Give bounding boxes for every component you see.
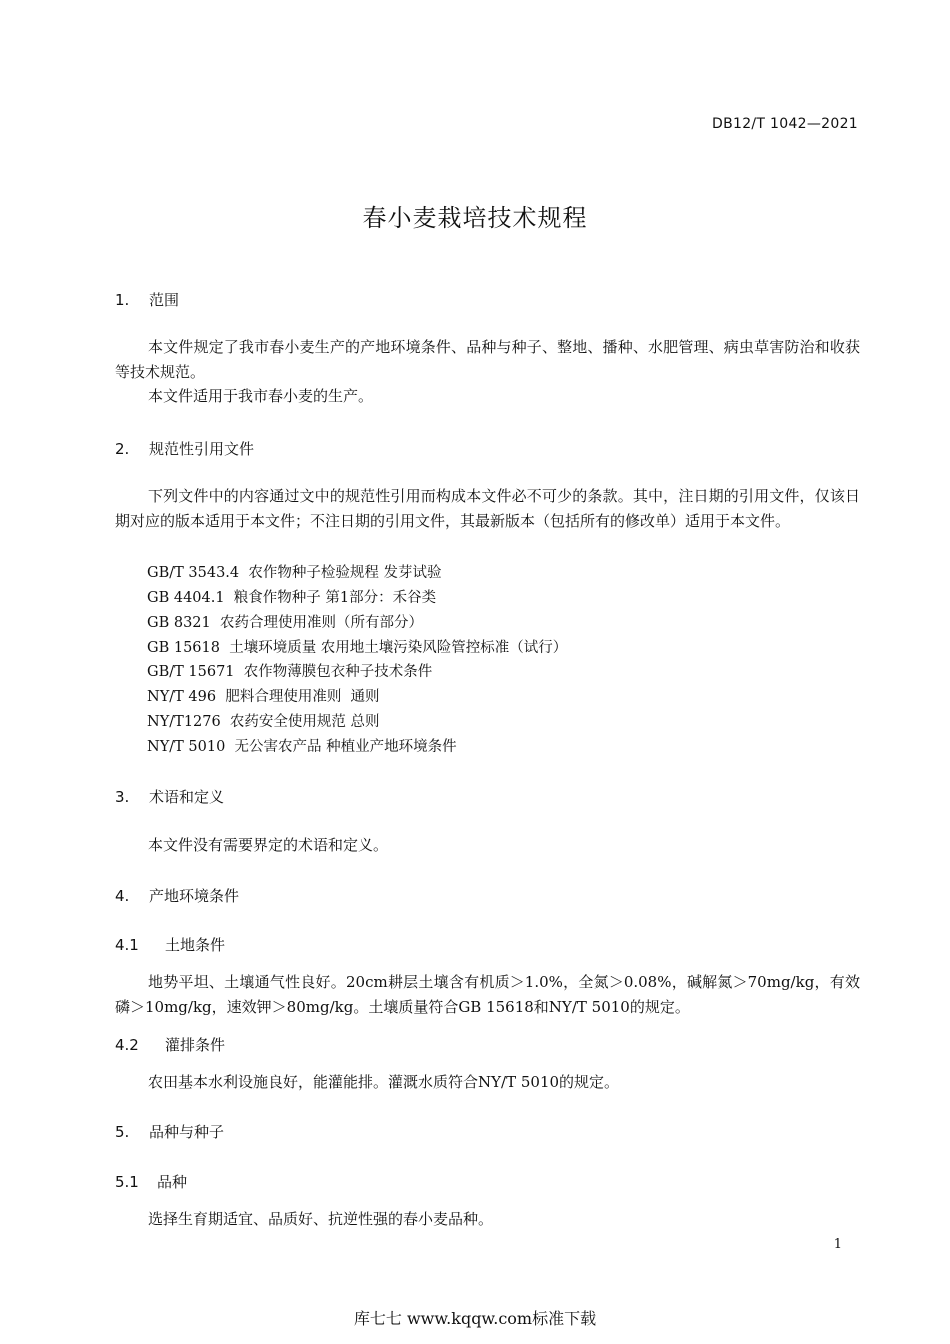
reference-item: NY/T 496 肥料合理使用准则 通则 — [147, 689, 380, 705]
section-title: 土地条件 — [165, 936, 226, 954]
reference-item: GB/T 3543.4 农作物种子检验规程 发芽试验 — [147, 565, 442, 581]
section-number: 5. — [115, 1123, 130, 1141]
section-4-heading — [115, 885, 239, 906]
section-5-heading — [115, 1121, 224, 1142]
reference-item: GB 4404.1 粮食作物种子 第1部分：禾谷类 — [147, 590, 437, 606]
section-2-heading — [115, 438, 254, 459]
section-title: 品种与种子 — [149, 1123, 225, 1141]
section-2-paragraph-1: 下列文件中的内容通过文中的规范性引用而构成本文件必不可少的条款。其中，注日期的引用文件，仅该日期对应的版本适用于本文件；不注日期的引用文件，其最新版本（包括所有的修改单）适用于本文件。 — [115, 487, 860, 530]
section-number: 1. — [115, 291, 130, 309]
section-4-2-heading — [115, 1034, 225, 1055]
section-4-2-paragraph-1: 农田基本水利设施良好，能灌能排。灌溉水质符合NY/T 5010的规定。 — [148, 1073, 620, 1091]
section-5-1-paragraph-1: 选择生育期适宜、品质好、抗逆性强的春小麦品种。 — [148, 1210, 494, 1228]
section-number: 3. — [115, 788, 130, 806]
section-title: 规范性引用文件 — [149, 440, 255, 458]
section-title: 术语和定义 — [149, 788, 225, 806]
section-number: 4.1 — [115, 936, 139, 954]
section-title: 品种 — [157, 1173, 188, 1191]
section-3-heading — [115, 786, 224, 807]
reference-item: NY/T 5010 无公害农产品 种植业产地环境条件 — [147, 739, 457, 755]
section-number: 5.1 — [115, 1173, 139, 1191]
section-4-1-heading — [115, 934, 225, 955]
section-title: 产地环境条件 — [149, 887, 240, 905]
section-number: 4.2 — [115, 1036, 139, 1054]
section-4-1-paragraph-1: 地势平坦、土壤通气性良好。20cm耕层土壤含有机质＞1.0%，全氮＞0.08%，碱解氮＞70mg/kg，有效磷＞10mg/kg，速效钾＞80mg/kg。土壤质量符合GB 15618和NY/T 5010的规定。 — [115, 973, 860, 1016]
section-5-1-heading — [115, 1171, 187, 1192]
section-1-heading — [115, 289, 179, 310]
section-1-paragraph-1: 本文件规定了我市春小麦生产的产地环境条件、品种与种子、整地、播种、水肥管理、病虫草害防治和收获等技术规范。 — [115, 338, 860, 381]
reference-item: GB/T 15671 农作物薄膜包衣种子技术条件 — [147, 664, 433, 680]
section-number: 2. — [115, 440, 130, 458]
page-number: 1 — [833, 1237, 842, 1252]
section-title: 范围 — [149, 291, 180, 309]
section-title: 灌排条件 — [165, 1036, 226, 1054]
document-code: DB12/T 1042—2021 — [712, 116, 858, 132]
section-1-paragraph-2: 本文件适用于我市春小麦的生产。 — [148, 387, 374, 405]
reference-item: NY/T1276 农药安全使用规范 总则 — [147, 714, 380, 730]
section-3-paragraph-1: 本文件没有需要界定的术语和定义。 — [148, 836, 389, 854]
footer-watermark: 库七七 www.kqqw.com标准下载 — [353, 1309, 597, 1328]
reference-item: GB 15618 土壤环境质量 农用地土壤污染风险管控标准（试行） — [147, 640, 568, 656]
reference-item: GB 8321 农药合理使用准则（所有部分） — [147, 615, 423, 631]
document-title: 春小麦栽培技术规程 — [362, 204, 588, 232]
section-number: 4. — [115, 887, 130, 905]
